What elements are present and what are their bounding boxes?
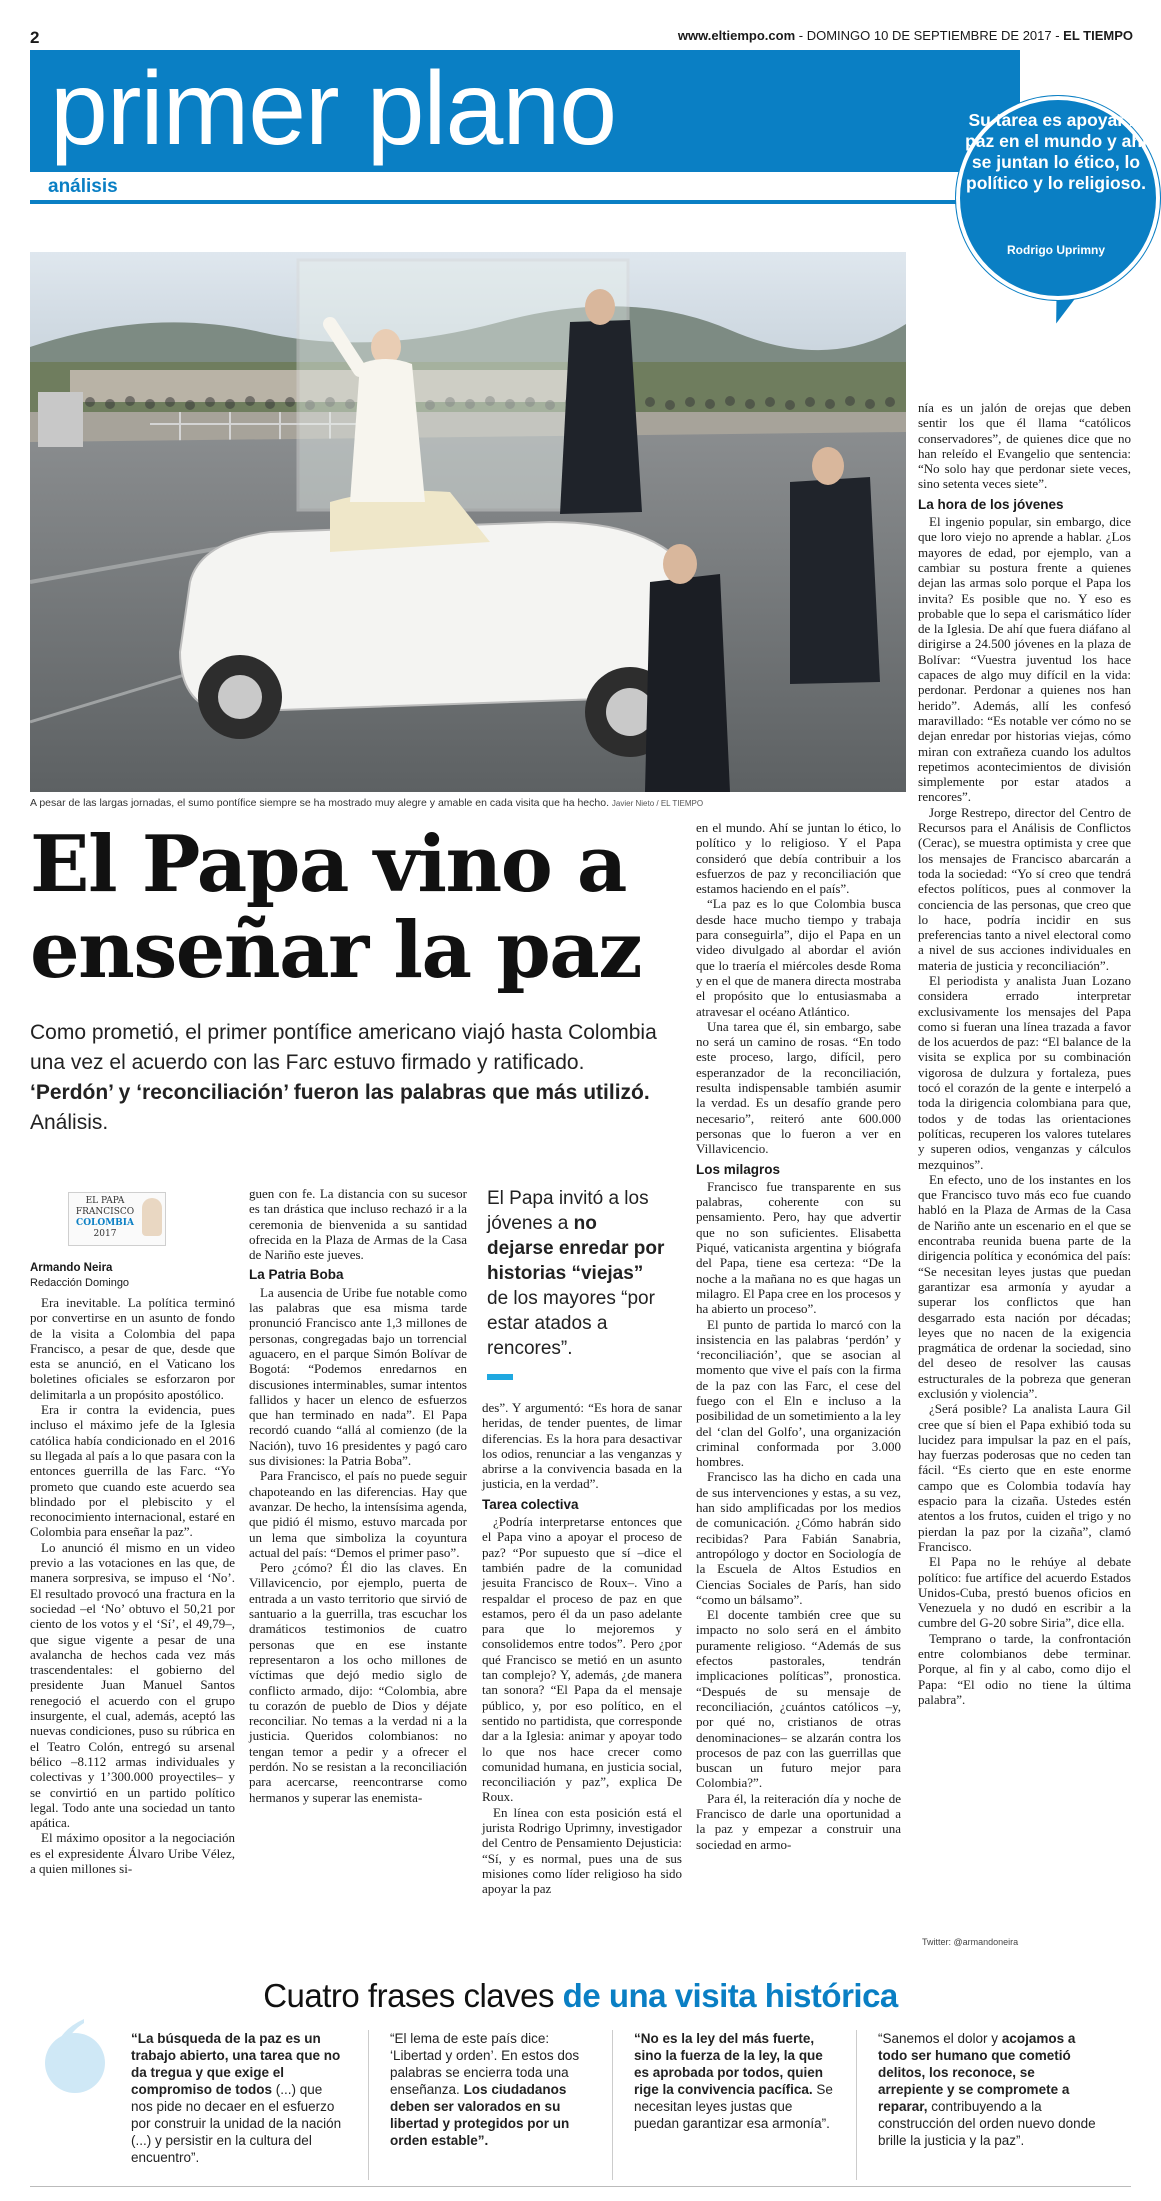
key-quote-1 [131, 2030, 346, 2166]
visit-logo-text [70, 1196, 140, 1240]
page-number: 2 [30, 28, 40, 47]
paragraph: En efecto, uno de los instantes en los que Francisco tuvo más eco fue cuando habló en la Plaza de Armas de la Casa de Nariño ante un escenario en el que se encontraba reunida buena parte de la dirigencia política y económica del país: “Se necesitan leyes justas que puedan garantizar esa armonía y ayudar a superar los conflictos que han desgarrado esta nación por décadas; leyes que no nacen de la exigencia pragmática de ordenar la sociedad, sino del deseo de resolver las causas estructurales de la pobreza que generan exclusión y violencia”. [918, 1171, 1131, 1401]
paragraph: El Papa no le rehúye al debate político: fue artífice del acuerdo Estados Unidos-Cuba, prestó buenos oficios en Venezuela y no dudó en escribir a la cumbre del G-20 sobre Siria”, dice ella. [918, 1554, 1131, 1631]
bottom-rule [30, 2186, 1131, 2187]
quote-3-bold: “No es la ley del más fuerte, sino la fuerza de la ley, la que es aprobada por todos, quien rige la convivencia pacífica. [634, 2031, 824, 2097]
subheading-los-milagros: Los milagros [696, 1161, 781, 1177]
site-url[interactable]: www.eltiempo.com [677, 28, 796, 43]
section-rule [30, 200, 1020, 204]
key-quote-4 [878, 2030, 1100, 2149]
popemobile-photo [30, 252, 906, 792]
article-column-3 [482, 1400, 682, 1897]
paragraph: La ausencia de Uribe fue notable como las palabras que esa misma tarde pronunció Francisco ante 1,3 millones de personas, congregadas bajo un torrencial aguacero, en el parque Simón Bolívar de Bogotá: “Podemos enredarnos en discusiones interminables, sumar intentos fallidos y hacer un elenco de esfuerzos que han terminado en nada”. El Papa recordó cuando “allá al comienzo (de la Nación), tuvo 16 presidentes y pagó caro sus divisiones: la Patria Boba”. [249, 1284, 467, 1469]
pull-quote [487, 1186, 667, 1361]
paper-name: EL TIEMPO [1063, 28, 1133, 43]
pull-bold: no dejarse enredar por historias “viejas” [487, 1213, 665, 1284]
quotes-title [0, 1977, 1161, 2015]
lead-tag: Análisis. [30, 1111, 109, 1134]
paragraph: en el mundo. Ahí se juntan lo ético, lo político y lo religioso. Y el Papa consideró que debía contribuir a los esfuerzos de paz y reconciliación que estamos haciendo en el país”. [696, 820, 901, 897]
issue-date: DOMINGO 10 DE SEPTIEMBRE DE 2017 [806, 28, 1052, 43]
logo-line-2: FRANCISCO [75, 1207, 135, 1217]
paragraph: El ingenio popular, sin embargo, dice que loro viejo no aprende a hablar. ¿Los mayores de edad, por ejemplo, van a cambiar su postura frente a quienes dejan las armas solo porque el Papa los invita? Es posible que no. Y eso es probable que lo sepa el carismático líder de la Iglesia. De ahí que fuera diáfano al dirigirse a 24.500 jóvenes en la plaza de Bolívar: “Vuestra juventud los hace capaces de algo muy difícil en la vida: perdonar. Perdonar a quienes nos han herido”. Además, allí les confesó maravillado: “Es notable ver cómo no se dejan enredar por historias viejas, cómo miran con extrañeza cuando los adultos repetimos acontecimientos de división simplemente por estar atados a rencores”. [918, 514, 1131, 805]
paragraph: Lo anunció él mismo en un video previo a las votaciones en las que, de manera sorpresiva, se impuso el ‘No’. El resultado provocó una fractura en la sociedad –el ‘No’ obtuvo el 50,21 por ciento de los votos y el ‘Sí’, el 49,79–, que sigue vigente a pesar de una avalancha de hechos cada vez más trascendentales: el gobierno del presidente Juan Manuel Santos renegoció el acuerdo con el grupo insurgente, el cual, además, aceptó las nuevas condiciones, puso su rúbrica en el Teatro Colón, entregó su arsenal bélico –8.112 armas individuales y colectivas y 1’300.000 proyectiles– y se convirtió en un partido político legal. Todo ante una sociedad un tanto apática. [30, 1539, 235, 1831]
paragraph: Para Francisco, el país no puede seguir chapoteando en las diferencias. Hay que avanzar. De hecho, la intensísima agenda, que pidió él mismo, estuvo marcada por un lema que simboliza la coyuntura actual del país: “Demos el primer paso”. [249, 1468, 467, 1560]
quote-1-bold: “La búsqueda de la paz es un trabajo abierto, una tarea que no da tregua y que exige el compromiso de todos [131, 2031, 341, 2097]
logo-line-3: COLOMBIA [76, 1218, 134, 1228]
paragraph: Jorge Restrepo, director del Centro de Recursos para el Análisis de Conflictos (Cerac), se muestra optimista y cree que los mensajes de Francisco abarcarán a toda la sociedad: “Yo sí creo que tendrá efectos políticos, pues al conmover la conciencia de las personas, que creo que lo hace, podría incidir en sus preferencias tanto a nivel electoral como a nivel de sus acciones individuales en materia de justicia y reconciliación”. [918, 804, 1131, 973]
byline-author: Armando Neira [30, 1262, 113, 1274]
pull-plain-2: de los mayores “por estar atados a rencores”. [487, 1288, 655, 1359]
caption-text: A pesar de las largas jornadas, el sumo pontífice siempre se ha mostrado muy alegre y amable en cada visita que ha hecho. [30, 797, 609, 809]
paragraph: Francisco las ha dicho en cada una de sus intervenciones y estas, a su vez, han sido amplificadas por los medios de comunicación. ¿Cómo habrán sido recibidas? Para Fabián Sanabria, antropólogo y doctor en Sociología de la Escuela de Altos Estudios en Ciencias Sociales de París, han sido “como un bálsamo”. [696, 1469, 901, 1607]
lead-bold: ‘Perdón’ y ‘reconciliación’ fueron las palabras que más utilizó. [30, 1081, 650, 1104]
lead-plain: Como prometió, el primer pontífice americano viajó hasta Colombia una vez el acuerdo con las Farc estuvo firmado y ratificado. [30, 1021, 657, 1074]
subheading-tarea-colectiva: Tarea colectiva [482, 1496, 579, 1512]
paragraph: des”. Y argumentó: “Es hora de sanar heridas, de tender puentes, de limar diferencias. Es la hora para desactivar los odios, renunciar a las venganzas y abrirse a la convivencia basada en la justicia, en la verdad”. [482, 1400, 682, 1492]
paragraph: ¿Será posible? La analista Laura Gil cree que sí bien el Papa exhibió toda su lucidez para impulsar la paz en el país, hay fuerzas poderosas que no ceden tan fácil. “Es cierto que en este enorme campo que es Colombia todavía hay espacio para la cizaña. Ustedes estén atentos a los frutos, cuiden el trigo y no pierdan la paz por la cizaña”, clamó Francisco. [918, 1401, 1131, 1554]
paragraph: Era ir contra la evidencia, pues incluso el máximo jefe de la Iglesia católica había condicionado en el 2016 su llegada al país a lo que pasara con la entonces guerrilla de las Farc. “Yo prometo que cuando este acuerdo sea blindado por el plebiscito y el reconocimiento internacional, estaré en Colombia para enseñar la paz”. [30, 1402, 235, 1540]
paragraph: guen con fe. La distancia con su sucesor es tan drástica que incluso rechazó ir a la ceremonia de bienvenida a su santidad ofrecida en la Plaza de Armas de la Casa de Nariño este jueves. [249, 1186, 467, 1263]
paragraph: Era inevitable. La política terminó por convertirse en un asunto de fondo de la visita a Colombia del papa Francisco, a pesar de que, desde que esta se anunció, en el Vaticano los boletines oficiales se esforzaron por delimitarla a un propósito apostólico. [30, 1295, 235, 1402]
quote-4-plain: “Sanemos el dolor y [878, 2031, 999, 2046]
section-title: primer plano [50, 51, 617, 167]
quote-3-after: Se necesitan leyes justas que puedan garantizar esa armonía”. [634, 2082, 833, 2131]
article-column-4 [696, 820, 901, 1852]
quotes-title-plain: Cuatro frases claves [263, 1977, 554, 2014]
quotes-title-blue: de una visita histórica [562, 1977, 898, 2014]
paragraph: El punto de partida lo marcó con la insistencia en las palabras ‘perdón’ y ‘reconciliación’, que se asocian al momento que vive el país con la firma de la paz con las Farc, el cese del fuego con el Eln e incluso a la posibilidad de un sometimiento a la ley del ‘clan del Golfo’, una organización criminal conformada por 3.000 hombres. [696, 1316, 901, 1470]
paragraph: “La paz es lo que Colombia busca desde hace mucho tiempo y trabaja para conseguirla”, dijo el Papa en un video divulgado al abordar el avión que lo traería el miércoles desde Roma y en el que de manera directa mostraba el propósito que lo entusiasmaba a atravesar el océano Atlántico. [696, 896, 901, 1019]
paragraph: Francisco fue transparente en sus palabras, coherente con su pensamiento. Pero, hay que advertir que no son suficientes. Elisabetta Piqué, vaticanista argentina y biógrafa del Papa, tiene esa certeza: “De la noche a la mañana no es que hagas un milagro. El Papa cree en los procesos y ha abierto un proceso”. [696, 1178, 901, 1317]
quote-4-bold: acojamos a todo ser humano que cometió delitos, los reconoce, se arrepiente y se compromete a reparar, [878, 2031, 1076, 2114]
pope-face-icon [142, 1198, 162, 1236]
paragraph: nía es un jalón de orejas que deben sentir los que él llama “católicos conservadores”, de quienes dice que no han releído el Evangelio que sentencia: “No solo hay que perdonar siete veces, sino setenta veces siete”. [918, 400, 1131, 492]
byline-role: Redacción Domingo [30, 1277, 130, 1289]
quote-2-bold: Los ciudadanos deben ser valorados en su libertad y protegidos por un orden estable”. [390, 2082, 570, 2148]
paragraph: Temprano o tarde, la confrontación entre colombianos debe terminar. Porque, al fin y al cabo, como dijo el Papa: “El odio no tiene la última palabra”. [918, 1630, 1131, 1707]
logo-line-1: EL PAPA [85, 1196, 125, 1206]
paragraph: En línea con esta posición está el jurista Rodrigo Uprimny, investigador del Centro de Pensamiento Dejusticia: “Sí, y es normal, pues una de sus misiones como líder religioso ha sido apoyar la paz [482, 1804, 682, 1897]
dateline: www.eltiempo.com - DOMINGO 10 DE SEPTIEMBRE DE 2017 - EL TIEMPO [677, 28, 1133, 43]
quote-4-after: contribuyendo a la construcción del orden nuevo donde brille la justicia y la paz”. [878, 2099, 1096, 2148]
subheading-patria-boba: La Patria Boba [249, 1267, 344, 1283]
quote-separator [612, 2030, 613, 2180]
subheading-hora-jovenes: La hora de los jóvenes [918, 496, 1064, 512]
paragraph: ¿Podría interpretarse entonces que el Papa vino a apoyar el proceso de paz? “Por supuesto que sí –dice el también padre de la comunidad jesuita Francisco de Roux–. Vino a respaldar el proceso de paz en que estamos, pero él da un paso adelante para que lo mejoremos y consolidemos entre todos”. Pero ¿por qué Francisco se metió en un asunto tan complejo? Y, además, ¿de manera tan sonora? “El Papa da el mensaje público, y, por eso político, en el sentido no partidista, que corresponde dar a la Iglesia: animar y apoyar todo lo que nos hace crecer como comunidad humana, en justicia social, reconciliación y paz”, explica De Roux. [482, 1514, 682, 1805]
author-twitter[interactable]: Twitter: @armandoneira [922, 1937, 1019, 1947]
paragraph: Una tarea que él, sin embargo, sabe no será un camino de rosas. “En todo este proceso, largo, difícil, pero esperanzador de la reconciliación, resulta indispensable también asumir la verdad. Es un desafío grande pero necesario”, reiteró ante 600.000 personas que lo fueron a ver en Villavicencio. [696, 1018, 901, 1157]
paragraph: El máximo opositor a la negociación es el expresidente Álvaro Uribe Vélez, a quien millones si- [30, 1830, 235, 1876]
paragraph: El periodista y analista Juan Lozano considera errado interpretar exclusivamente los mensajes del Papa como si fueran una línea trazada a favor de los acuerdos de paz: “El balance de la visita se explica por su combinación vigorosa de dulzura y fortaleza, pues tocó el corazón de la gente e interpeló a toda la dirigencia colombiana para que, todos y de todas las orientaciones políticas, recuperen los valores tutelares y superen odios, venganzas y cálculos mezquinos”. [918, 972, 1131, 1172]
pull-plain-1: El Papa invitó a los jóvenes a [487, 1188, 649, 1234]
logo-year: 2017 [93, 1229, 117, 1239]
key-quote-2 [390, 2030, 590, 2149]
quote-2-plain: “El lema de este país dice: ‘Libertad y orden’. En estos dos palabras se encierra toda una enseñanza. [390, 2031, 580, 2097]
paragraph: El docente también cree que su impacto no solo será en el ámbito puramente religioso. “Además de sus efectos pastorales, tendrán implicaciones políticas”, pronostica. “Después de su mensaje de reconciliación, ¿cuántos católicos –y, por qué no, cristianos de otras denominaciones– se alzarán contra los procesos de paz con las guerrillas que buscan un futuro mejor para Colombia?”. [696, 1607, 901, 1791]
quote-mark-icon [40, 2013, 110, 2095]
article-column-1 [30, 1295, 235, 1876]
bubble-author: Rodrigo Uprimny [1007, 243, 1105, 257]
article-headline: El Papa vino a enseñar la paz [30, 819, 642, 996]
quote-separator [856, 2030, 857, 2180]
photo-credit: Javier Nieto / EL TIEMPO [611, 799, 704, 808]
photo-caption [30, 797, 906, 809]
section-subtitle: análisis [48, 176, 118, 197]
key-quote-3 [634, 2030, 839, 2132]
article-column-2 [249, 1186, 467, 1805]
pull-quote-dash [487, 1374, 513, 1380]
quote-1-after: (...) que nos pide no decaer en el esfuerzo por construir la unidad de la nación (...) y persistir en la cultura del encuentro”. [131, 2082, 342, 2165]
bubble-quote: Su tarea es apoyar la paz en el mundo y ahí se juntan lo ético, lo político y lo religioso. [965, 110, 1147, 193]
paragraph: Para él, la reiteración día y noche de Francisco de darle una oportunidad a la paz y empezar a construir una sociedad en armo- [696, 1790, 901, 1852]
article-lead [30, 1018, 670, 1138]
article-column-5 [918, 400, 1131, 1707]
quote-separator [368, 2030, 369, 2180]
paragraph: Pero ¿cómo? Él dio las claves. En Villavicencio, por ejemplo, puerta de entrada a un vasto territorio que sirvió de santuario a la guerrilla, tras escuchar los dramáticos testimonios de cuatro personas que en ese instante representaron a los ocho millones de víctimas que dejó medio siglo de conflicto armado, dijo: “Colombia, abre tu corazón de pueblo de Dios y déjate reconciliar. No temas a la verdad ni a la justicia. Queridos colombianos: no tengan temor a pedir y a ofrecer el perdón. No se resistan a la reconciliación para acercarse, reencontrarse como hermanos y superar las enemista- [249, 1560, 467, 1805]
